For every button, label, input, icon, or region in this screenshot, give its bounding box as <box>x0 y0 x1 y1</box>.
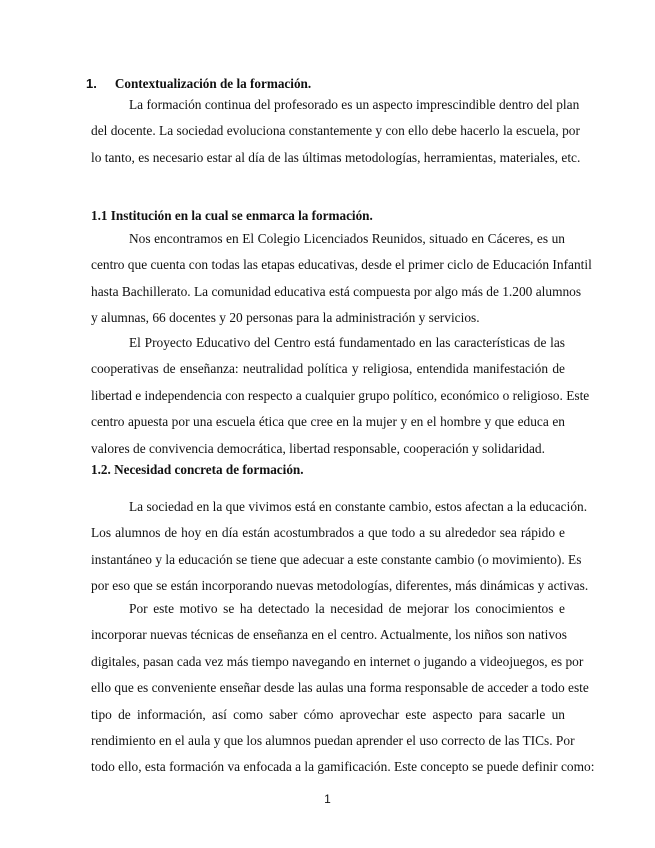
text-line: y alumnas, 66 docentes y 20 personas para la administración y servicios. <box>91 310 480 326</box>
section-1-2-paragraph-2 <box>91 596 595 781</box>
text-line: rendimiento en el aula y que los alumnos puedan aprender el uso correcto de las TICs. Por <box>91 732 575 748</box>
section-1-1-heading <box>91 208 373 224</box>
section-1-2-heading <box>91 462 304 478</box>
section-1-2-title: 1.2. Necesidad concreta de formación. <box>91 462 304 477</box>
section-1-title: Contextualización de la formación. <box>114 76 312 91</box>
text-line: tipo de información, así como saber cómo aprovechar este aspecto para sacarle un <box>91 706 565 722</box>
text-line: del docente. La sociedad evoluciona constantemente y con ello debe hacerlo la escuela, por <box>91 123 580 139</box>
text-line: valores de convivencia democrática, libertad responsable, cooperación y solidaridad. <box>91 440 545 456</box>
text-line: lo tanto, es necesario estar al día de las últimas metodologías, herramientas, materiales, etc. <box>91 149 581 165</box>
text-line: todo ello, esta formación va enfocada a la gamificación. Este concepto se puede definir como: <box>91 759 595 775</box>
text-line: Por este motivo se ha detectado la necesidad de mejorar los conocimientos e <box>129 601 565 616</box>
text-line: hasta Bachillerato. La comunidad educativa está compuesta por algo más de 1.200 alumnos <box>91 283 582 299</box>
text-line: El Proyecto Educativo del Centro está fundamentado en las características de las <box>129 335 565 350</box>
section-1-1-paragraph-2 <box>91 330 590 462</box>
text-line: cooperativas de enseñanza: neutralidad política y religiosa, entendida manifestación de <box>91 361 565 377</box>
text-line: instantáneo y la educación se tiene que adecuar a este constante cambio (o movimiento). Es <box>91 551 582 567</box>
section-1-number: 1. <box>86 76 97 91</box>
text-line: Los alumnos de hoy en día están acostumbrados a que todo a su alrededor sea rápido e <box>91 525 565 541</box>
section-1-2-paragraph-1 <box>91 494 589 600</box>
section-1-heading <box>86 76 311 92</box>
text-line: libertad e independencia con respecto a cualquier grupo político, económico o religioso. Este <box>91 387 590 403</box>
text-line: La sociedad en la que vivimos está en constante cambio, estos afectan a la educación. <box>129 499 588 514</box>
text-line: ello que es conveniente enseñar desde las aulas una forma responsable de acceder a todo este <box>91 680 589 696</box>
text-line: centro apuesta por una escuela ética que cree en la mujer y en el hombre y que educa en <box>91 414 565 430</box>
section-1-paragraph <box>91 92 581 171</box>
text-line: incorporar nuevas técnicas de enseñanza en el centro. Actualmente, los niños son nativos <box>91 627 567 643</box>
text-line: digitales, pasan cada vez más tiempo navegando en internet o jugando a videojuegos, es por <box>91 653 584 669</box>
page-number: 1 <box>324 792 331 806</box>
text-line: por eso que se están incorporando nuevas metodologías, diferentes, más dinámicas y activas. <box>91 578 589 594</box>
text-line: Nos encontramos en El Colegio Licenciados Reunidos, situado en Cáceres, es un <box>129 231 565 246</box>
section-1-1-paragraph-1 <box>91 226 592 332</box>
section-1-1-title: 1.1 Institución en la cual se enmarca la formación. <box>91 208 373 223</box>
text-line: La formación continua del profesorado es un aspecto imprescindible dentro del plan <box>129 97 580 112</box>
text-line: centro que cuenta con todas las etapas educativas, desde el primer ciclo de Educación Infantil <box>91 257 592 273</box>
